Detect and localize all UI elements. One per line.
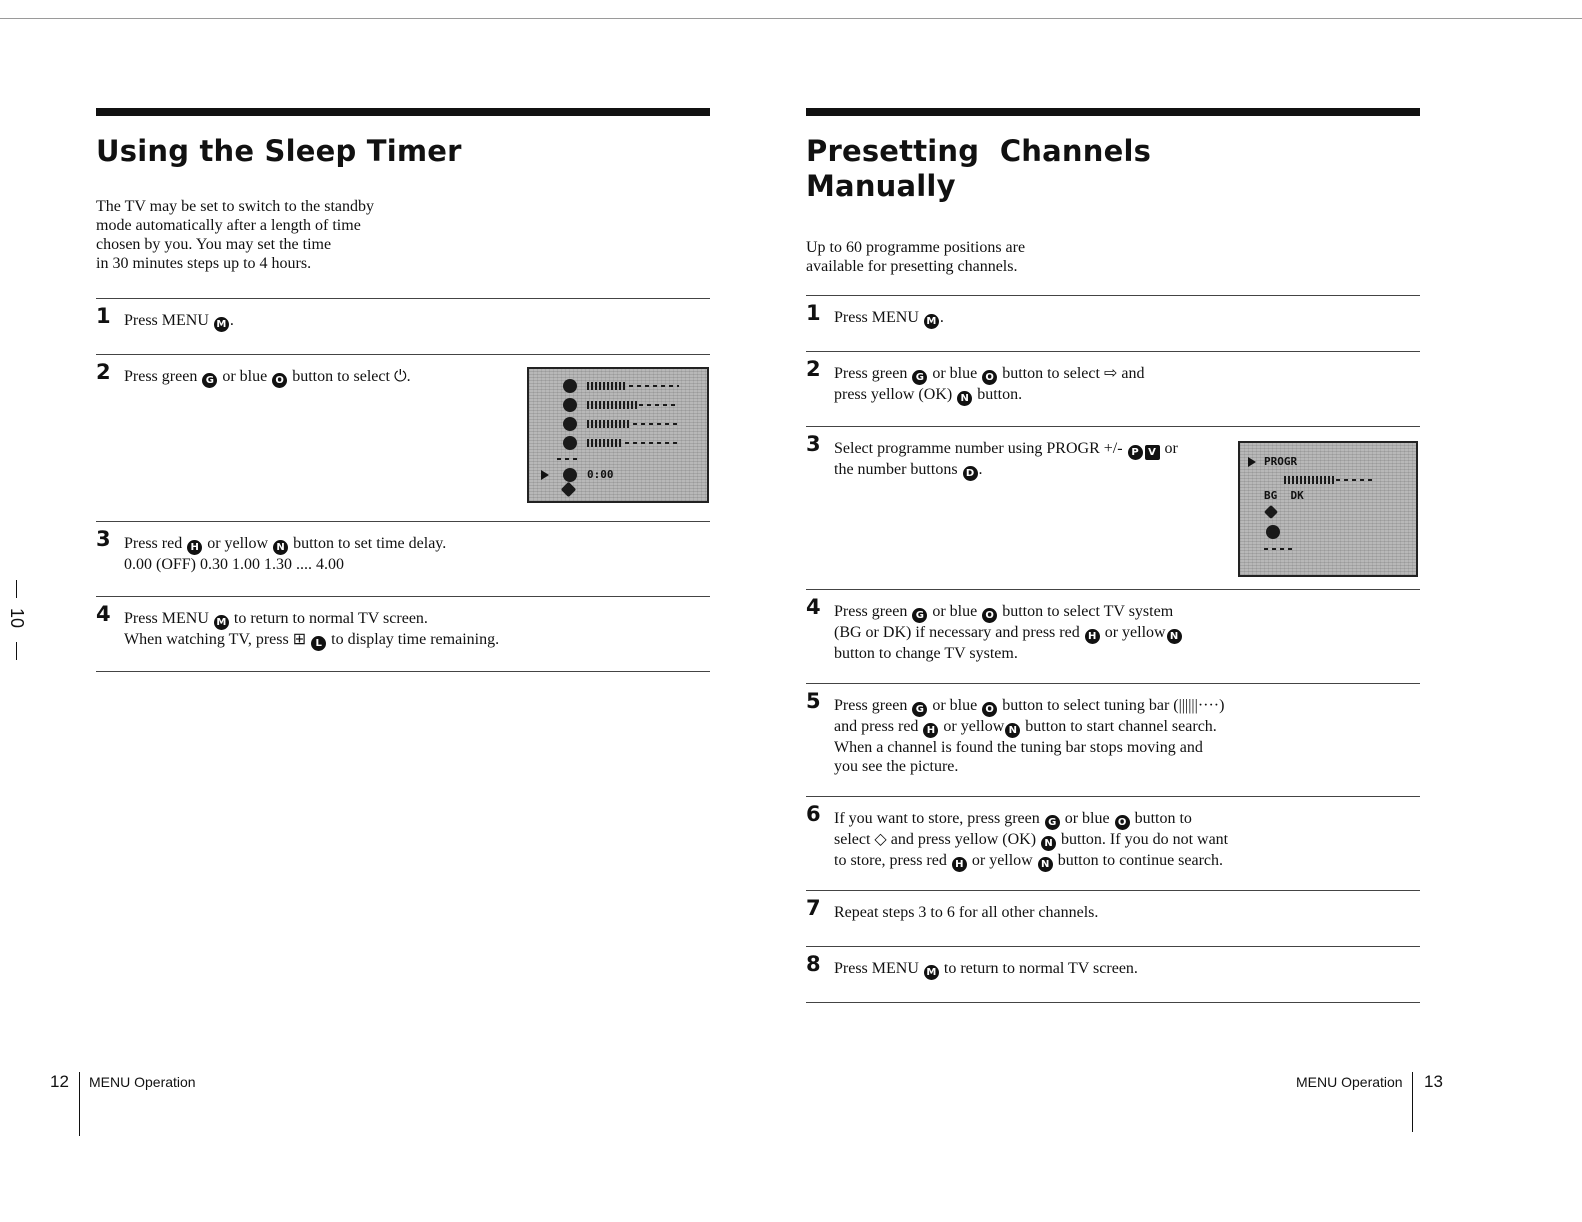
divider: [806, 1002, 1420, 1003]
step-text: .: [229, 312, 234, 329]
yellow-button-icon: N: [273, 540, 288, 555]
step-text: button to start channel search.: [1021, 718, 1217, 735]
step-number: 2: [96, 360, 111, 384]
step-text: Press red: [124, 535, 187, 552]
menu-row-selected: [1240, 453, 1416, 471]
intro-line: available for presetting channels.: [806, 258, 1018, 275]
step-text: Press MENU: [834, 309, 923, 326]
step-text: When watching TV, press ⊞: [124, 631, 311, 648]
step-text: or blue: [218, 368, 272, 385]
level-bar: [587, 420, 631, 428]
step-text: Press green: [834, 365, 912, 382]
step-text: Press MENU: [124, 610, 213, 627]
step-text: button to set time delay.: [289, 535, 447, 552]
step-5: [806, 684, 1420, 796]
step-number: 7: [806, 896, 821, 920]
tv-menu-screenshot: [527, 367, 709, 503]
step-text: button to select ⇨ and: [998, 365, 1145, 382]
page-title: Using the Sleep Timer: [96, 134, 462, 168]
step-text: Press MENU: [124, 312, 213, 329]
page-number: 13: [1424, 1072, 1443, 1091]
blue-button-icon: O: [1115, 815, 1130, 830]
level-bar: [587, 401, 637, 409]
step-text: or blue: [928, 697, 982, 714]
intro-line: in 30 minutes steps up to 4 hours.: [96, 255, 312, 272]
top-rule: [0, 18, 1582, 19]
step-text: the number buttons: [834, 461, 962, 478]
step-text: select ◇ and press yellow (OK): [834, 831, 1041, 848]
intro-text: [806, 238, 1420, 276]
level-dash: [639, 404, 679, 406]
level-bar: [587, 439, 623, 447]
step-text: Select programme number using PROGR +/-: [834, 440, 1127, 457]
step-number: 1: [96, 304, 111, 328]
colour-icon: [563, 398, 577, 412]
green-button-icon: G: [202, 373, 217, 388]
intro-text: [96, 197, 710, 273]
step-text: to return to normal TV screen.: [939, 960, 1138, 977]
level-dash: [625, 442, 679, 444]
yellow-button-icon: N: [957, 391, 972, 406]
step-text: If you want to store, press green: [834, 810, 1044, 827]
heading-bar: [96, 108, 710, 116]
step-text: button.: [973, 386, 1023, 403]
footer-divider: [79, 1072, 80, 1136]
step-text: to display time remaining.: [327, 631, 500, 648]
progr-plus-button-icon: P: [1128, 445, 1143, 460]
blue-button-icon: O: [272, 373, 287, 388]
step-number: 3: [806, 432, 821, 456]
sleep-timer-icon: [563, 468, 577, 482]
step-text: Press green: [834, 697, 912, 714]
yellow-button-icon: N: [1038, 857, 1053, 872]
step-text: you see the picture.: [834, 758, 959, 775]
skip-icon: [1266, 525, 1280, 539]
step-text: or yellow: [939, 718, 1005, 735]
level-dash: [633, 423, 679, 425]
yellow-button-icon: N: [1167, 629, 1182, 644]
step-number: 1: [806, 301, 821, 325]
tv-preset-screenshot: [1238, 441, 1418, 577]
cursor-arrow-icon: [1248, 457, 1256, 467]
step-text: button to select ⏻.: [288, 368, 411, 385]
intro-line: mode automatically after a length of time: [96, 217, 361, 234]
menu-row: [1240, 541, 1416, 559]
tuning-dash: [1336, 479, 1376, 481]
red-button-icon: H: [187, 540, 202, 555]
brightness-icon: [563, 417, 577, 431]
step-number: 6: [806, 802, 821, 826]
step-text: or yellow: [967, 852, 1037, 869]
footer-left: [50, 1072, 69, 1092]
picture-icon: [563, 379, 577, 393]
tv-system-label: BG DK: [1264, 489, 1304, 502]
step-8: [806, 947, 1420, 1002]
store-icon: [1264, 505, 1278, 519]
menu-row-selected: [529, 466, 707, 484]
menu-row: [529, 434, 707, 452]
red-button-icon: H: [1085, 629, 1100, 644]
green-button-icon: G: [912, 370, 927, 385]
time-options: 0.00 (OFF) 0.30 1.00 1.30 .... 4.00: [124, 556, 345, 573]
step-text: button to select TV system: [998, 603, 1174, 620]
blue-button-icon: O: [982, 608, 997, 623]
step-text: Press green: [124, 368, 202, 385]
side-tick: [16, 642, 17, 660]
step-text: and press red: [834, 718, 923, 735]
footer-right: [1424, 1072, 1443, 1092]
level-dash: [629, 385, 679, 387]
sharpness-icon: [563, 436, 577, 450]
red-button-icon: H: [923, 723, 938, 738]
blue-button-icon: O: [982, 702, 997, 717]
step-text: Press MENU: [834, 960, 923, 977]
side-page-number: [4, 580, 30, 660]
step-4: [806, 590, 1420, 683]
step-text: Repeat steps 3 to 6 for all other channels.: [834, 904, 1099, 921]
cursor-arrow-icon: [541, 470, 549, 480]
step-number: 4: [96, 602, 111, 626]
green-button-icon: G: [912, 702, 927, 717]
preset-icon: [561, 482, 577, 498]
step-number: 4: [806, 595, 821, 619]
step-text: or blue: [928, 603, 982, 620]
progr-minus-button-icon: V: [1145, 445, 1160, 460]
side-tick: [16, 580, 17, 598]
step-1: [96, 299, 710, 354]
step-4: [96, 597, 710, 671]
step-number: 2: [806, 357, 821, 381]
step-text: button to change TV system.: [834, 645, 1018, 662]
menu-button-icon: M: [924, 965, 939, 980]
menu-button-icon: M: [214, 317, 229, 332]
step-text: button. If you do not want: [1057, 831, 1229, 848]
footer-section-label: MENU Operation: [89, 1074, 196, 1090]
menu-row: [1240, 487, 1416, 505]
side-page-number-text: 10: [7, 607, 27, 629]
menu-row: [1240, 505, 1416, 523]
sleep-time-value: 0:00: [587, 468, 614, 481]
footer-divider: [1412, 1072, 1413, 1132]
step-text: or blue: [1060, 810, 1114, 827]
menu-row: [1240, 523, 1416, 541]
step-text: to return to normal TV screen.: [229, 610, 428, 627]
page-title: [806, 134, 1420, 204]
tuning-bar: [1284, 476, 1334, 484]
menu-row: [529, 396, 707, 414]
step-text: press yellow (OK): [834, 386, 957, 403]
intro-line: The TV may be set to switch to the standby: [96, 198, 375, 215]
number-buttons-icon: D: [963, 466, 978, 481]
title-line: Presetting Channels: [806, 134, 1152, 168]
title-line: Manually: [806, 169, 956, 203]
step-text: button to select tuning bar (||||||····): [998, 697, 1225, 714]
menu-button-icon: M: [924, 314, 939, 329]
step-text: or yellow: [203, 535, 273, 552]
menu-row: [529, 377, 707, 395]
step-text: .: [978, 461, 983, 478]
step-3: [96, 522, 710, 596]
step-number: 3: [96, 527, 111, 551]
level-bar: [587, 382, 627, 390]
step-text: button to: [1130, 810, 1192, 827]
step-1: [806, 296, 1420, 351]
step-number: 8: [806, 952, 821, 976]
footer-section-label: MENU Operation: [1296, 1074, 1403, 1090]
step-2: [806, 352, 1420, 426]
step-6: [806, 797, 1420, 890]
fine-tune-icon: [1264, 548, 1294, 550]
step-text: When a channel is found the tuning bar stops moving and: [834, 739, 1203, 756]
step-text: button to continue search.: [1053, 852, 1224, 869]
intro-line: chosen by you. You may set the time: [96, 236, 332, 253]
intro-line: Up to 60 programme positions are: [806, 239, 1026, 256]
step-text: .: [939, 309, 944, 326]
menu-button-icon: M: [214, 615, 229, 630]
step-text: Press green: [834, 603, 912, 620]
progr-label: PROGR: [1264, 455, 1298, 468]
balance-icon: [557, 458, 581, 460]
step-text: or: [1160, 440, 1178, 457]
heading-bar: [806, 108, 1420, 116]
blue-button-icon: O: [982, 370, 997, 385]
red-button-icon: H: [952, 857, 967, 872]
step-text: or blue: [928, 365, 982, 382]
menu-row: [529, 483, 707, 501]
green-button-icon: G: [1045, 815, 1060, 830]
step-text: or yellow: [1100, 624, 1166, 641]
yellow-button-icon: N: [1005, 723, 1020, 738]
step-number: 5: [806, 689, 821, 713]
step-7: [806, 891, 1420, 946]
divider: [96, 671, 710, 672]
display-button-icon: L: [311, 636, 326, 651]
step-text: (BG or DK) if necessary and press red: [834, 624, 1084, 641]
step-text: to store, press red: [834, 852, 951, 869]
page-number: 12: [50, 1072, 69, 1091]
green-button-icon: G: [912, 608, 927, 623]
menu-row: [529, 415, 707, 433]
yellow-button-icon: N: [1041, 836, 1056, 851]
